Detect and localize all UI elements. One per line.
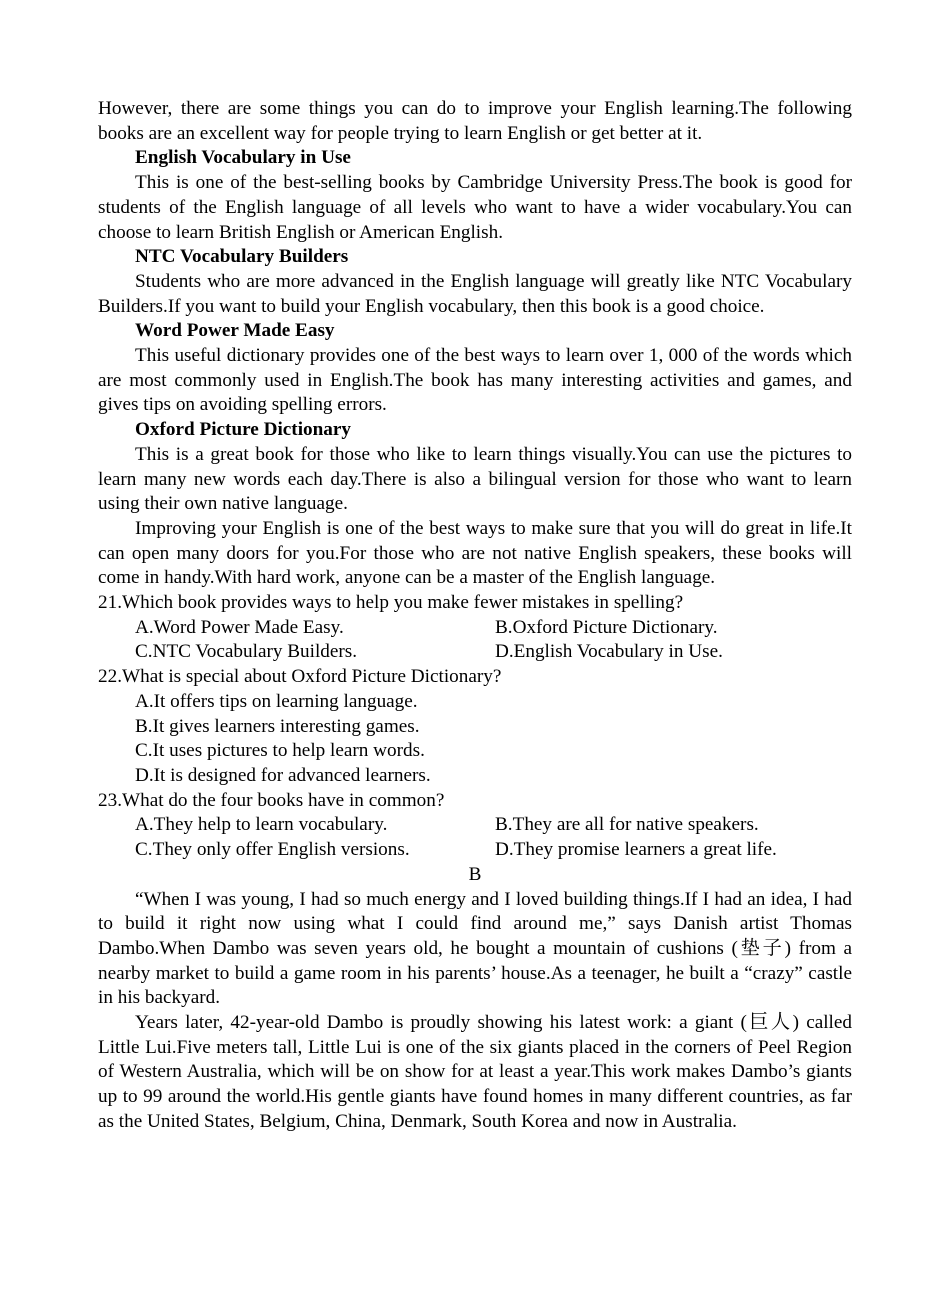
- option-b: B.It gives learners interesting games.: [135, 715, 420, 737]
- option-c: C.It uses pictures to help learn words.: [135, 740, 425, 762]
- option-c: C.They only offer English versions.: [135, 839, 410, 861]
- document-page: [98, 97, 852, 1135]
- option-a: A.They help to learn vocabulary.: [135, 814, 388, 836]
- book-entry: [98, 319, 852, 418]
- option-c: C.NTC Vocabulary Builders.: [135, 641, 358, 663]
- book-title: English Vocabulary in Use: [135, 147, 351, 169]
- question-21: [98, 591, 852, 665]
- book-title: NTC Vocabulary Builders: [135, 246, 349, 268]
- option-row: [98, 616, 852, 641]
- question-stem: 22.What is special about Oxford Picture Dictionary?: [98, 666, 502, 688]
- question-stem: 23.What do the four books have in common?: [98, 789, 445, 811]
- section-label: B: [468, 863, 482, 885]
- option-d: D.They promise learners a great life.: [495, 839, 777, 861]
- option-row: [98, 838, 852, 863]
- passage-paragraph: Years later, 42-year-old Dambo is proudly showing his latest work: a giant (巨人) called Little Lui.Five meters tall, Little Lui is one of the six giants placed in the corners of Peel Region of Western Australia, which will be on show for at least a year.This work makes Dambo’s giants up to 99 around the world.His gentle giants have found homes in many different countries, as far as the United States, Belgium, China, Denmark, South Korea and now in Australia.: [98, 1012, 852, 1132]
- option-row: [98, 813, 852, 838]
- option-d: D.It is designed for advanced learners.: [135, 764, 431, 786]
- book-entry: [98, 146, 852, 245]
- passage-paragraph: “When I was young, I had so much energy and I loved building things.If I had an idea, I had to build it right now using what I could find around me,” says Danish artist Thomas Dambo.When Dambo was seven years old, he bought a mountain of cushions (垫子) from a nearby market to build a game room in his parents’ house.As a teenager, he built a “crazy” castle in his backyard.: [98, 888, 852, 1009]
- intro-paragraph: However, there are some things you can do to improve your English learning.The following books are an excellent way for people trying to learn English or get better at it.: [98, 98, 852, 144]
- book-entry: [98, 418, 852, 517]
- book-entry: [98, 245, 852, 319]
- question-22: [98, 665, 852, 789]
- option-b: B.Oxford Picture Dictionary.: [495, 616, 718, 638]
- book-description: Students who are more advanced in the English language will greatly like NTC Vocabulary Builders.If you want to build your English vocabulary, then this book is a good choice.: [98, 270, 852, 317]
- option-d: D.English Vocabulary in Use.: [495, 641, 723, 663]
- option-b: B.They are all for native speakers.: [495, 814, 759, 836]
- book-title: Oxford Picture Dictionary: [135, 419, 351, 441]
- question-stem: 21.Which book provides ways to help you make fewer mistakes in spelling?: [98, 592, 684, 614]
- option-a: A.Word Power Made Easy.: [135, 616, 344, 638]
- book-title: Word Power Made Easy: [135, 320, 335, 342]
- book-description: This is a great book for those who like to learn things visually.You can use the pictures to learn many new words each day.There is also a bilingual version for those who want to learn using their own native language.: [98, 443, 852, 515]
- option-row: [98, 640, 852, 665]
- question-23: [98, 789, 852, 863]
- conclusion-paragraph: Improving your English is one of the best ways to make sure that you will do great in life.It can open many doors for you.For those who are not native English speakers, these books will come in handy.With hard work, anyone can be a master of the English language.: [98, 517, 852, 589]
- book-description: This is one of the best-selling books by Cambridge University Press.The book is good for students of the English language of all levels who want to have a wider vocabulary.You can choose to learn British English or American English.: [98, 172, 852, 243]
- book-description: This useful dictionary provides one of the best ways to learn over 1, 000 of the words which are most commonly used in English.The book has many interesting activities and games, and gives tips on avoiding spelling errors.: [98, 345, 852, 416]
- option-a: A.It offers tips on learning language.: [135, 690, 418, 712]
